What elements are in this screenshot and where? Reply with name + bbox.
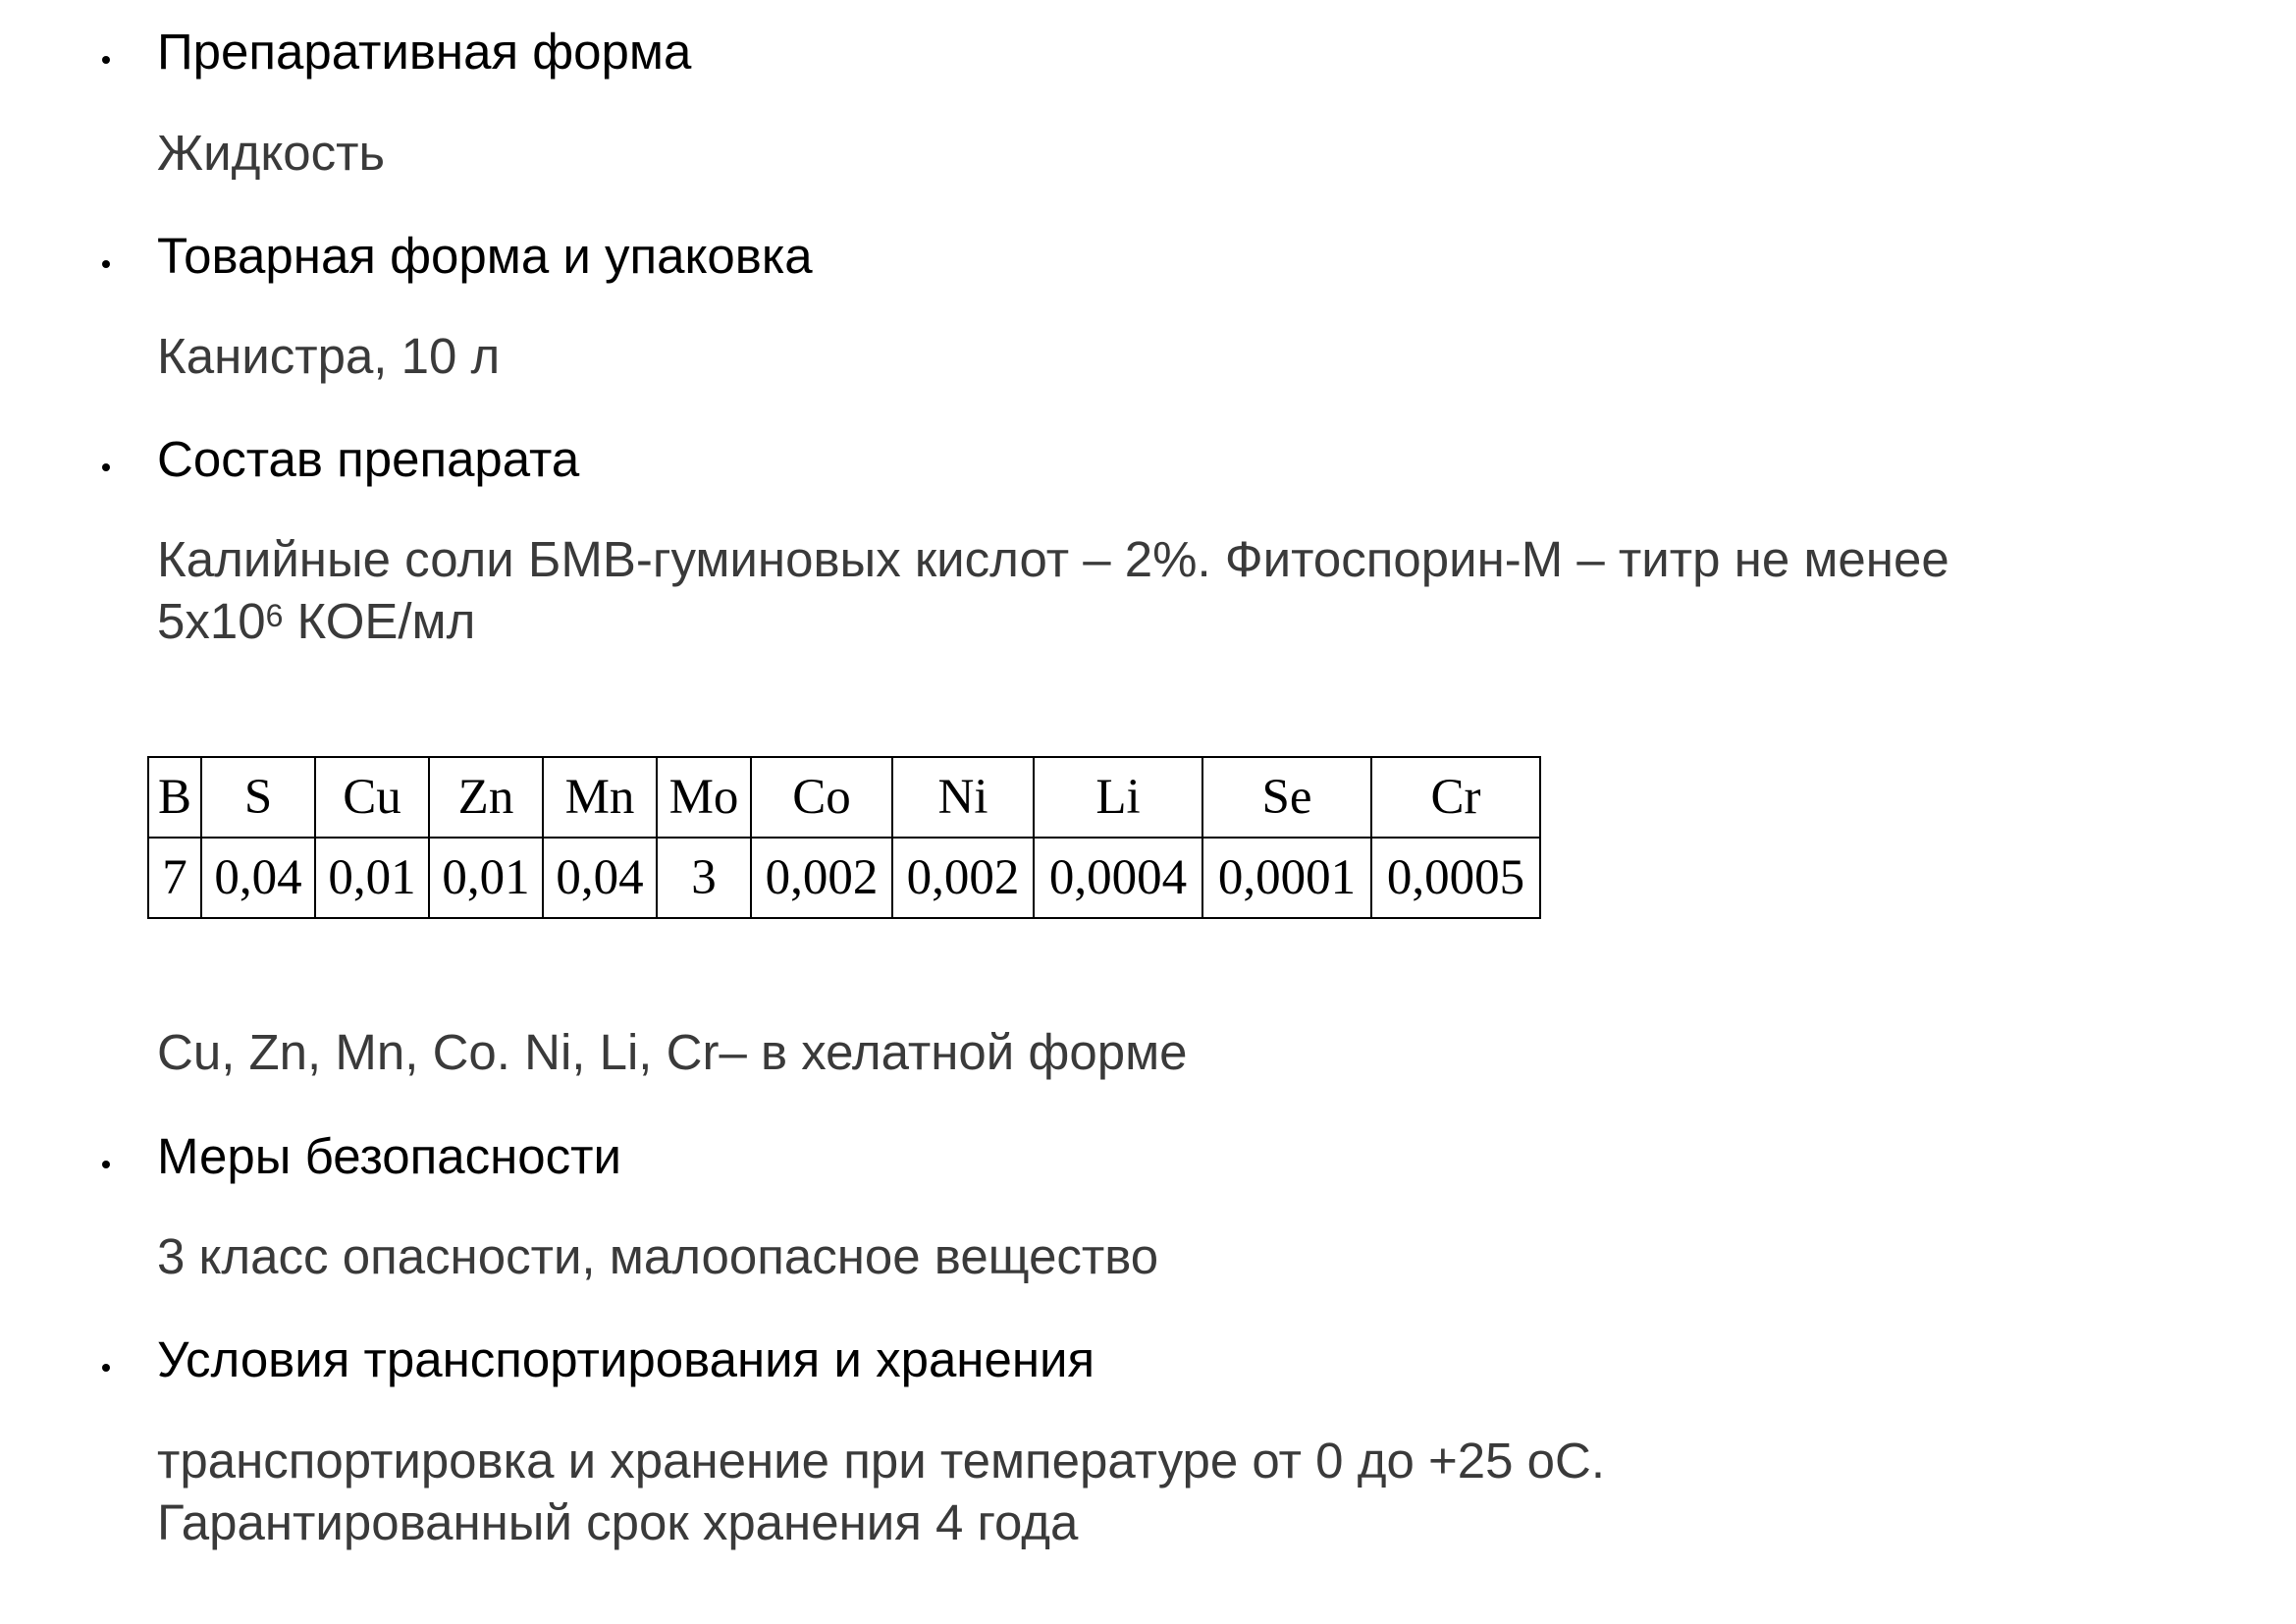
table-cell: 0,002: [751, 838, 892, 918]
elements-table: [147, 756, 1541, 919]
table-header-cell: Mo: [657, 757, 751, 838]
table-header-cell: Ni: [892, 757, 1034, 838]
table-header-cell: Se: [1202, 757, 1371, 838]
bullet-icon: [102, 1364, 110, 1372]
section-heading: Меры безопасности: [157, 1128, 622, 1184]
section-value-line-2: Гарантированный срок хранения 4 года: [157, 1494, 1079, 1550]
table-header-cell: S: [201, 757, 315, 838]
table-cell: 0,01: [315, 838, 429, 918]
bullet-icon: [102, 1161, 110, 1168]
titer-base: 5х10: [157, 593, 266, 649]
table-header-cell: Co: [751, 757, 892, 838]
table-cell: 0,002: [892, 838, 1034, 918]
titer-exponent: 6: [265, 598, 284, 633]
section-heading: Препаративная форма: [157, 24, 692, 80]
section-heading: Товарная форма и упаковка: [157, 228, 813, 284]
table-cell: 3: [657, 838, 751, 918]
section-value-line-1: Калийные соли БМВ-гуминовых кислот – 2%. Фитоспорин-М – титр не менее: [157, 531, 1949, 587]
section-value-line-2: [157, 590, 475, 653]
bullet-icon: [102, 56, 110, 64]
table-cell: 0,01: [429, 838, 543, 918]
section-value: 3 класс опасности, малоопасное вещество: [157, 1228, 1159, 1284]
table-header-cell: Zn: [429, 757, 543, 838]
table-header-cell: B: [148, 757, 201, 838]
table-cell: 0,0005: [1371, 838, 1540, 918]
table-header-cell: Cr: [1371, 757, 1540, 838]
table-header-cell: Li: [1034, 757, 1202, 838]
table-cell: 0,0004: [1034, 838, 1202, 918]
titer-unit: КОЕ/мл: [283, 593, 476, 649]
table-cell: 0,04: [201, 838, 315, 918]
section-heading: Состав препарата: [157, 431, 580, 487]
section-heading: Условия транспортирования и хранения: [157, 1331, 1095, 1387]
table-header-cell: Cu: [315, 757, 429, 838]
chelate-note: Cu, Zn, Mn, Co. Ni, Li, Cr– в хелатной форме: [157, 1024, 1188, 1080]
table-header-row: [148, 757, 1540, 838]
bullet-icon: [102, 260, 110, 268]
table-cell: 7: [148, 838, 201, 918]
table-row: [148, 838, 1540, 918]
section-value: Жидкость: [157, 125, 386, 181]
bullet-icon: [102, 463, 110, 471]
table-cell: 0,0001: [1202, 838, 1371, 918]
section-value-line-1: транспортировка и хранение при температуре от 0 до +25 оС.: [157, 1433, 1606, 1489]
table-cell: 0,04: [543, 838, 657, 918]
table-header-cell: Mn: [543, 757, 657, 838]
section-value: Канистра, 10 л: [157, 328, 501, 384]
